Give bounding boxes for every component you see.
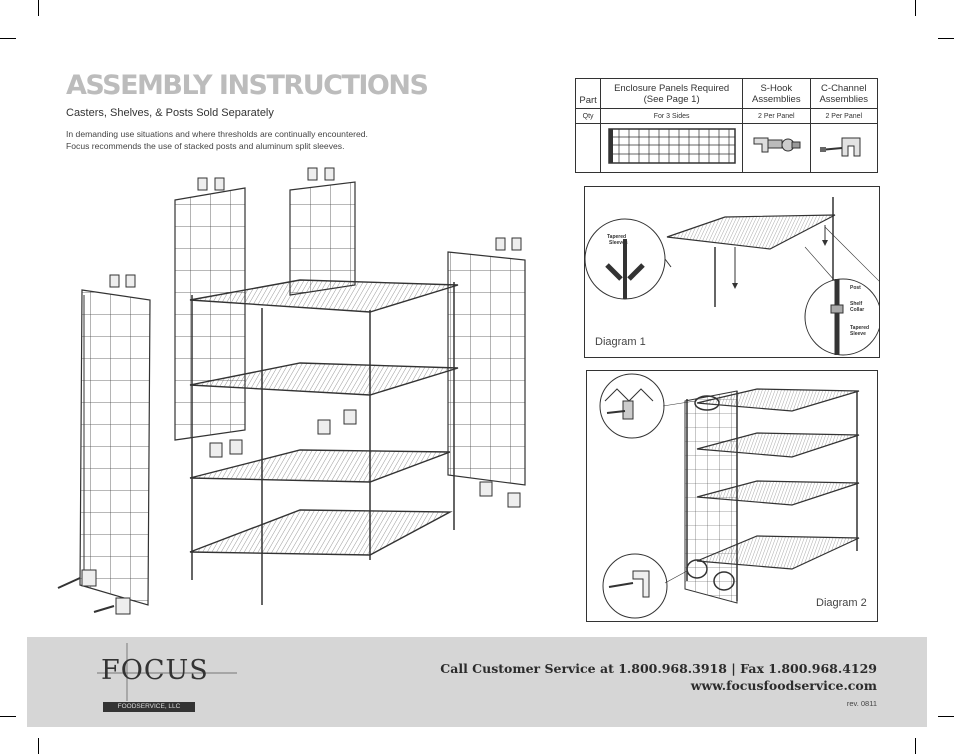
enclosure-panel-right bbox=[448, 252, 525, 485]
revision-label: rev. 0811 bbox=[846, 699, 877, 708]
crop-mark bbox=[38, 0, 39, 16]
diagram-2-label: Diagram 2 bbox=[816, 597, 867, 609]
crop-mark bbox=[38, 738, 39, 754]
page-subtitle: Casters, Shelves, & Posts Sold Separately bbox=[66, 107, 274, 119]
diagram-1-drawing bbox=[585, 187, 879, 357]
logo-wordmark: FOCUS bbox=[101, 655, 209, 686]
crop-mark bbox=[915, 0, 916, 16]
intro-line: Focus recommends the use of stacked posts and aluminum split sleeves. bbox=[66, 141, 345, 151]
s-hook-icon bbox=[743, 124, 810, 173]
parts-table bbox=[575, 78, 878, 173]
part-header: Part bbox=[576, 79, 601, 109]
footer-band bbox=[27, 637, 927, 727]
enclosure-panel-left bbox=[80, 290, 150, 605]
c-channel-icon bbox=[810, 124, 877, 173]
crop-mark bbox=[938, 716, 954, 717]
tapered-sleeve-callout: Sleeve bbox=[850, 331, 866, 337]
grid-panel-icon bbox=[601, 124, 743, 173]
shelf-collar-callout: Shelf bbox=[850, 301, 863, 307]
enclosure-panel-back-left bbox=[175, 188, 245, 440]
diagram-1 bbox=[584, 186, 880, 358]
crop-mark bbox=[915, 738, 916, 754]
exploded-shelving-illustration bbox=[50, 160, 530, 630]
qty-cell: 2 Per Panel bbox=[743, 109, 810, 124]
crop-mark bbox=[0, 38, 16, 39]
enclosure-panels-header: Enclosure Panels Required (See Page 1) bbox=[601, 79, 743, 109]
post-callout: Post bbox=[850, 285, 861, 291]
page-title: ASSEMBLY INSTRUCTIONS bbox=[66, 70, 428, 101]
qty-header: Qty bbox=[576, 109, 601, 124]
customer-service-line: Call Customer Service at 1.800.968.3918 | Fax 1.800.968.4129 bbox=[440, 661, 877, 676]
intro-text bbox=[66, 128, 368, 152]
qty-cell: 2 Per Panel bbox=[810, 109, 877, 124]
intro-line: In demanding use situations and where thresholds are continually encountered. bbox=[66, 129, 368, 139]
s-hook-header: S-Hook Assemblies bbox=[743, 79, 810, 109]
qty-cell: For 3 Sides bbox=[601, 109, 743, 124]
crop-mark bbox=[938, 38, 954, 39]
logo-tagline: FOODSERVICE, LLC bbox=[103, 702, 195, 712]
focus-logo bbox=[97, 643, 247, 708]
shelf-collar-callout: Collar bbox=[850, 307, 865, 313]
enclosure-panel-back-right bbox=[290, 182, 355, 295]
diagram-1-label: Diagram 1 bbox=[595, 336, 646, 348]
diagram-2-drawing bbox=[587, 371, 877, 621]
tapered-sleeves-callout: Tapered bbox=[607, 234, 627, 240]
diagram-2 bbox=[586, 370, 878, 622]
tapered-sleeve-callout: Tapered bbox=[850, 325, 870, 331]
crop-mark bbox=[0, 716, 16, 717]
tapered-sleeves-callout: Sleeves bbox=[609, 240, 628, 246]
c-channel-header: C-Channel Assemblies bbox=[810, 79, 877, 109]
website-link[interactable]: www.focusfoodservice.com bbox=[690, 678, 877, 693]
